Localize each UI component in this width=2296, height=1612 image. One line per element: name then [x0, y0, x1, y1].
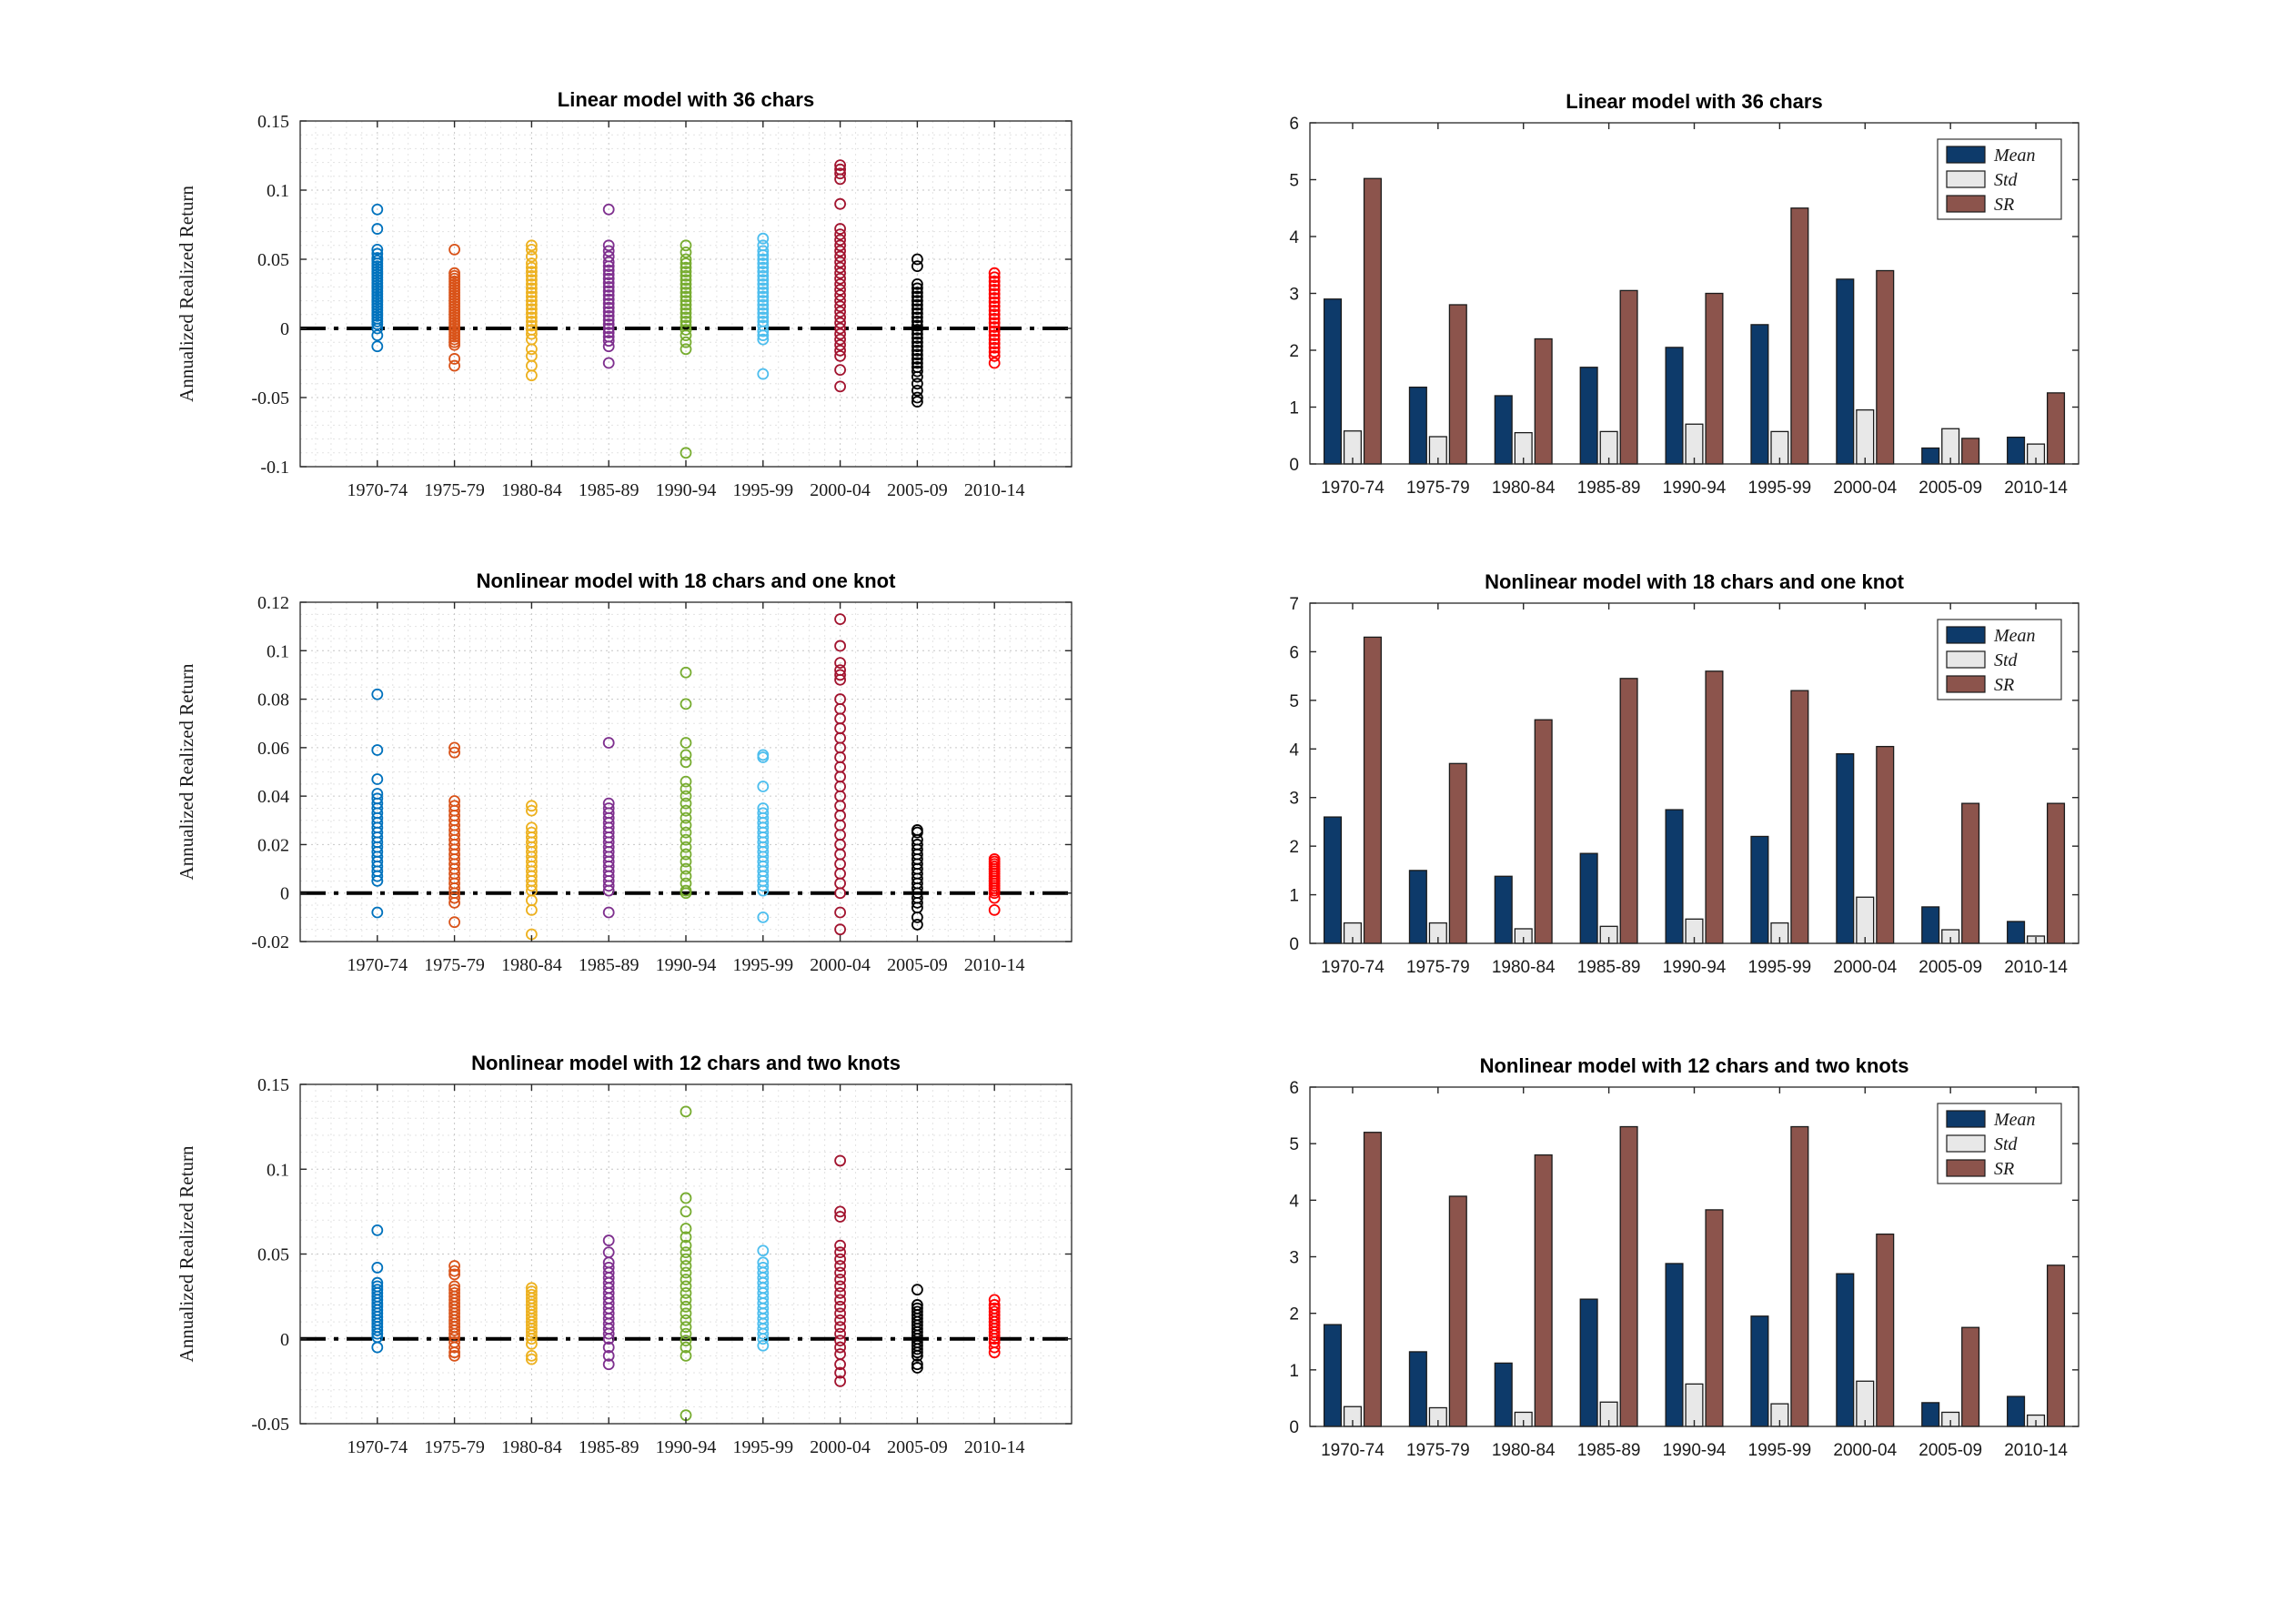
panel-scatter-nonlinear-18 [155, 557, 1119, 1053]
legend-label-std: Std [1994, 170, 2018, 190]
legend [1938, 620, 2061, 700]
svg-text:1975-79: 1975-79 [1405, 958, 1470, 977]
svg-text:2010-14: 2010-14 [2004, 958, 2068, 977]
chart-title: Nonlinear model with 12 chars and two knots [1479, 1054, 1909, 1077]
legend-label-std: Std [1994, 650, 2018, 670]
legend-swatch-std [1947, 651, 1985, 668]
svg-text:1980-84: 1980-84 [501, 480, 562, 500]
svg-text:7: 7 [1289, 595, 1299, 614]
svg-text:1970-74: 1970-74 [347, 480, 408, 500]
chart-title: Nonlinear model with 12 chars and two knots [471, 1052, 901, 1074]
panel-bars-nonlinear-12 [1260, 1042, 2179, 1537]
svg-text:1970-74: 1970-74 [347, 1437, 408, 1457]
svg-text:3: 3 [1289, 789, 1299, 809]
chart-title: Nonlinear model with 18 chars and one knot [476, 569, 896, 592]
svg-text:0.15: 0.15 [257, 112, 289, 132]
svg-text:1995-99: 1995-99 [1747, 1441, 1812, 1460]
svg-text:2005-09: 2005-09 [887, 480, 948, 500]
svg-text:0: 0 [1289, 456, 1299, 475]
scatter-chart-linear-36 [155, 76, 1119, 571]
svg-text:1975-79: 1975-79 [1405, 479, 1470, 498]
scatter-strip-2010-14 [990, 1295, 1000, 1357]
svg-text:1990-94: 1990-94 [1662, 479, 1727, 498]
svg-text:2010-14: 2010-14 [963, 1437, 1025, 1457]
svg-text:2010-14: 2010-14 [2004, 479, 2068, 498]
svg-text:2010-14: 2010-14 [963, 955, 1025, 975]
svg-text:2005-09: 2005-09 [1918, 479, 1983, 498]
svg-text:2000-04: 2000-04 [810, 1437, 871, 1457]
svg-text:1975-79: 1975-79 [1405, 1441, 1470, 1460]
bar-chart-nonlinear-18 [1260, 558, 2179, 1053]
svg-text:2005-09: 2005-09 [887, 955, 948, 975]
svg-text:1990-94: 1990-94 [655, 1437, 717, 1457]
legend-swatch-sr [1947, 676, 1985, 692]
svg-text:0.15: 0.15 [257, 1075, 289, 1095]
svg-text:0.12: 0.12 [257, 593, 289, 613]
svg-text:2: 2 [1289, 342, 1299, 361]
svg-text:0: 0 [1289, 935, 1299, 954]
svg-text:4: 4 [1289, 1192, 1299, 1212]
svg-text:-0.05: -0.05 [251, 388, 289, 408]
svg-text:1970-74: 1970-74 [1321, 958, 1385, 977]
svg-text:1990-94: 1990-94 [655, 480, 717, 500]
svg-text:1990-94: 1990-94 [1662, 958, 1727, 977]
legend-swatch-sr [1947, 196, 1985, 212]
legend-swatch-std [1947, 171, 1985, 187]
svg-text:1995-99: 1995-99 [1747, 958, 1812, 977]
bar-chart-linear-36 [1260, 77, 2179, 573]
svg-text:1985-89: 1985-89 [1576, 958, 1641, 977]
svg-text:0.04: 0.04 [257, 787, 289, 808]
svg-text:0.02: 0.02 [257, 835, 289, 856]
svg-text:1980-84: 1980-84 [1491, 479, 1556, 498]
svg-text:1985-89: 1985-89 [578, 1437, 639, 1457]
svg-text:1995-99: 1995-99 [1747, 479, 1812, 498]
svg-text:1990-94: 1990-94 [655, 955, 717, 975]
svg-text:2: 2 [1289, 838, 1299, 858]
svg-text:1: 1 [1289, 1361, 1299, 1381]
svg-text:1985-89: 1985-89 [1576, 479, 1641, 498]
legend-label-sr: SR [1994, 1159, 2015, 1179]
svg-text:0: 0 [280, 319, 289, 339]
legend-swatch-sr [1947, 1160, 1985, 1176]
svg-text:0: 0 [280, 883, 289, 904]
svg-text:5: 5 [1289, 171, 1299, 191]
chart-title: Nonlinear model with 18 chars and one knot [1485, 570, 1904, 593]
svg-text:1995-99: 1995-99 [732, 955, 794, 975]
legend-label-sr: SR [1994, 675, 2015, 695]
panel-scatter-nonlinear-12 [155, 1039, 1119, 1535]
svg-text:-0.02: -0.02 [251, 932, 289, 952]
panel-scatter-linear-36 [155, 76, 1119, 571]
y-axis-label: Annualized Realized Return [176, 186, 197, 402]
svg-text:3: 3 [1289, 1248, 1299, 1268]
svg-text:1985-89: 1985-89 [578, 955, 639, 975]
svg-text:2005-09: 2005-09 [1918, 1441, 1983, 1460]
legend-label-std: Std [1994, 1134, 2018, 1154]
scatter-chart-nonlinear-12 [155, 1039, 1119, 1535]
legend-swatch-mean [1947, 1111, 1985, 1127]
svg-text:1970-74: 1970-74 [1321, 479, 1385, 498]
legend-swatch-std [1947, 1135, 1985, 1152]
svg-text:1970-74: 1970-74 [347, 955, 408, 975]
panel-bars-nonlinear-18 [1260, 558, 2179, 1053]
legend [1938, 1103, 2061, 1184]
svg-text:0.05: 0.05 [257, 1244, 289, 1265]
svg-text:1970-74: 1970-74 [1321, 1441, 1385, 1460]
svg-text:6: 6 [1289, 1079, 1299, 1098]
legend-swatch-mean [1947, 627, 1985, 643]
chart-title: Linear model with 36 chars [1566, 90, 1823, 113]
svg-text:0: 0 [280, 1329, 289, 1350]
svg-text:0.08: 0.08 [257, 690, 289, 710]
svg-text:3: 3 [1289, 285, 1299, 305]
svg-text:2010-14: 2010-14 [2004, 1441, 2068, 1460]
svg-text:2: 2 [1289, 1305, 1299, 1325]
svg-text:2000-04: 2000-04 [1833, 958, 1898, 977]
svg-text:2005-09: 2005-09 [887, 1437, 948, 1457]
svg-text:2000-04: 2000-04 [1833, 1441, 1898, 1460]
svg-text:0.1: 0.1 [267, 1160, 289, 1181]
svg-text:2000-04: 2000-04 [1833, 479, 1898, 498]
y-axis-label: Annualized Realized Return [176, 1145, 197, 1363]
scatter-chart-nonlinear-18 [155, 557, 1119, 1053]
svg-text:4: 4 [1289, 741, 1299, 761]
legend [1938, 139, 2061, 219]
svg-text:0.05: 0.05 [257, 250, 289, 270]
svg-text:-0.05: -0.05 [251, 1415, 289, 1435]
svg-text:1980-84: 1980-84 [501, 1437, 562, 1457]
svg-text:0: 0 [1289, 1418, 1299, 1437]
legend-label-mean: Mean [1994, 1110, 2036, 1130]
svg-text:6: 6 [1289, 643, 1299, 663]
svg-text:1975-79: 1975-79 [424, 1437, 485, 1457]
panel-bars-linear-36 [1260, 77, 2179, 573]
svg-text:1995-99: 1995-99 [732, 480, 794, 500]
svg-text:1975-79: 1975-79 [424, 955, 485, 975]
svg-text:2000-04: 2000-04 [810, 955, 871, 975]
svg-text:5: 5 [1289, 691, 1299, 711]
bar-chart-nonlinear-12 [1260, 1042, 2179, 1537]
svg-text:1: 1 [1289, 886, 1299, 906]
svg-text:1985-89: 1985-89 [1576, 1441, 1641, 1460]
svg-text:6: 6 [1289, 115, 1299, 134]
svg-text:4: 4 [1289, 228, 1299, 247]
svg-text:5: 5 [1289, 1135, 1299, 1155]
svg-text:0.1: 0.1 [267, 641, 289, 662]
svg-text:2010-14: 2010-14 [963, 480, 1025, 500]
svg-text:1980-84: 1980-84 [1491, 958, 1556, 977]
legend-swatch-mean [1947, 146, 1985, 163]
svg-text:-0.1: -0.1 [260, 458, 289, 478]
chart-title: Linear model with 36 chars [557, 88, 815, 111]
svg-text:2005-09: 2005-09 [1918, 958, 1983, 977]
svg-text:1995-99: 1995-99 [732, 1437, 794, 1457]
svg-text:1990-94: 1990-94 [1662, 1441, 1727, 1460]
y-axis-label: Annualized Realized Return [176, 663, 197, 881]
svg-text:1975-79: 1975-79 [424, 480, 485, 500]
legend-label-mean: Mean [1994, 626, 2036, 646]
svg-text:0.1: 0.1 [267, 181, 289, 201]
legend-label-mean: Mean [1994, 146, 2036, 166]
svg-text:1: 1 [1289, 398, 1299, 418]
svg-text:1980-84: 1980-84 [501, 955, 562, 975]
svg-text:1985-89: 1985-89 [578, 480, 639, 500]
svg-text:2000-04: 2000-04 [810, 480, 871, 500]
legend-label-sr: SR [1994, 195, 2015, 215]
svg-text:1980-84: 1980-84 [1491, 1441, 1556, 1460]
svg-text:0.06: 0.06 [257, 738, 289, 759]
